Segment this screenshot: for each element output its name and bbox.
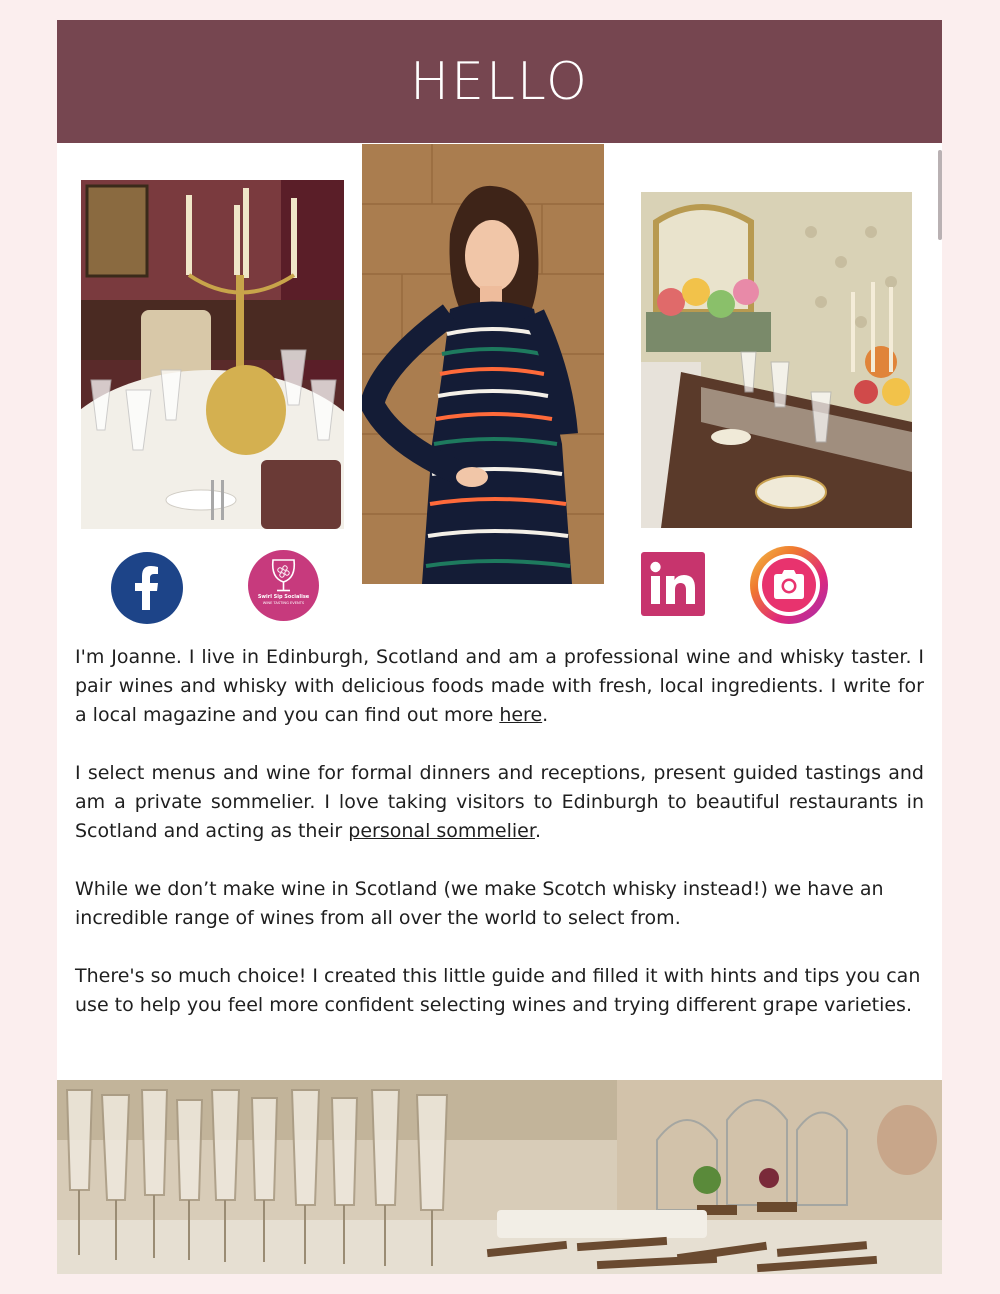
page-title: HELLO: [410, 51, 589, 112]
intro-p1-end: .: [542, 704, 549, 726]
wine-glasses-tasting-photo: [57, 1080, 942, 1274]
intro-text: [75, 643, 924, 1049]
swirl-sip-socialise-logo[interactable]: [248, 550, 319, 621]
scrollbar[interactable]: [938, 150, 942, 240]
dining-table-candelabra-photo: [81, 180, 344, 529]
intro-paragraph-2: [75, 759, 924, 846]
guide-page: [57, 20, 942, 1274]
intro-p2-end: .: [534, 820, 541, 842]
linkedin-icon[interactable]: [641, 552, 705, 616]
instagram-icon[interactable]: [750, 546, 828, 624]
intro-paragraph-1: [75, 643, 924, 730]
intro-paragraph-3: While we don’t make wine in Scotland (we make Scotch whisky instead!) we have an incredible range of wines from all over the world to select from.: [75, 878, 884, 929]
header-banner: [57, 20, 942, 143]
intro-paragraph-4: There's so much choice! I created this little guide and filled it with hints and tips you can use to help you feel more confident selecting wines and trying different grape varieties.: [75, 965, 921, 1016]
decorated-banquet-table-photo: [641, 192, 912, 528]
facebook-icon[interactable]: [111, 552, 183, 624]
intro-p1-text: I'm Joanne. I live in Edinburgh, Scotland and am a professional wine and whisky taster. I pair wines and whisky with delicious foods made with fresh, local ingredients. I write for a local magazine and you can find out more: [75, 646, 924, 726]
swirl-logo-sublabel: WINE TASTING EVENTS: [262, 601, 305, 605]
intro-p2-text: I select menus and wine for formal dinners and receptions, present guided tastings and am a private sommelier. I love taking visitors to Edinburgh to beautiful restaurants in Scotland and acting as their: [75, 762, 924, 842]
joanne-portrait-photo: [362, 144, 604, 584]
magazine-link[interactable]: here: [499, 704, 543, 726]
personal-sommelier-link[interactable]: personal sommelier: [348, 820, 535, 842]
swirl-logo-label: Swirl Sip Socialise: [257, 594, 310, 600]
